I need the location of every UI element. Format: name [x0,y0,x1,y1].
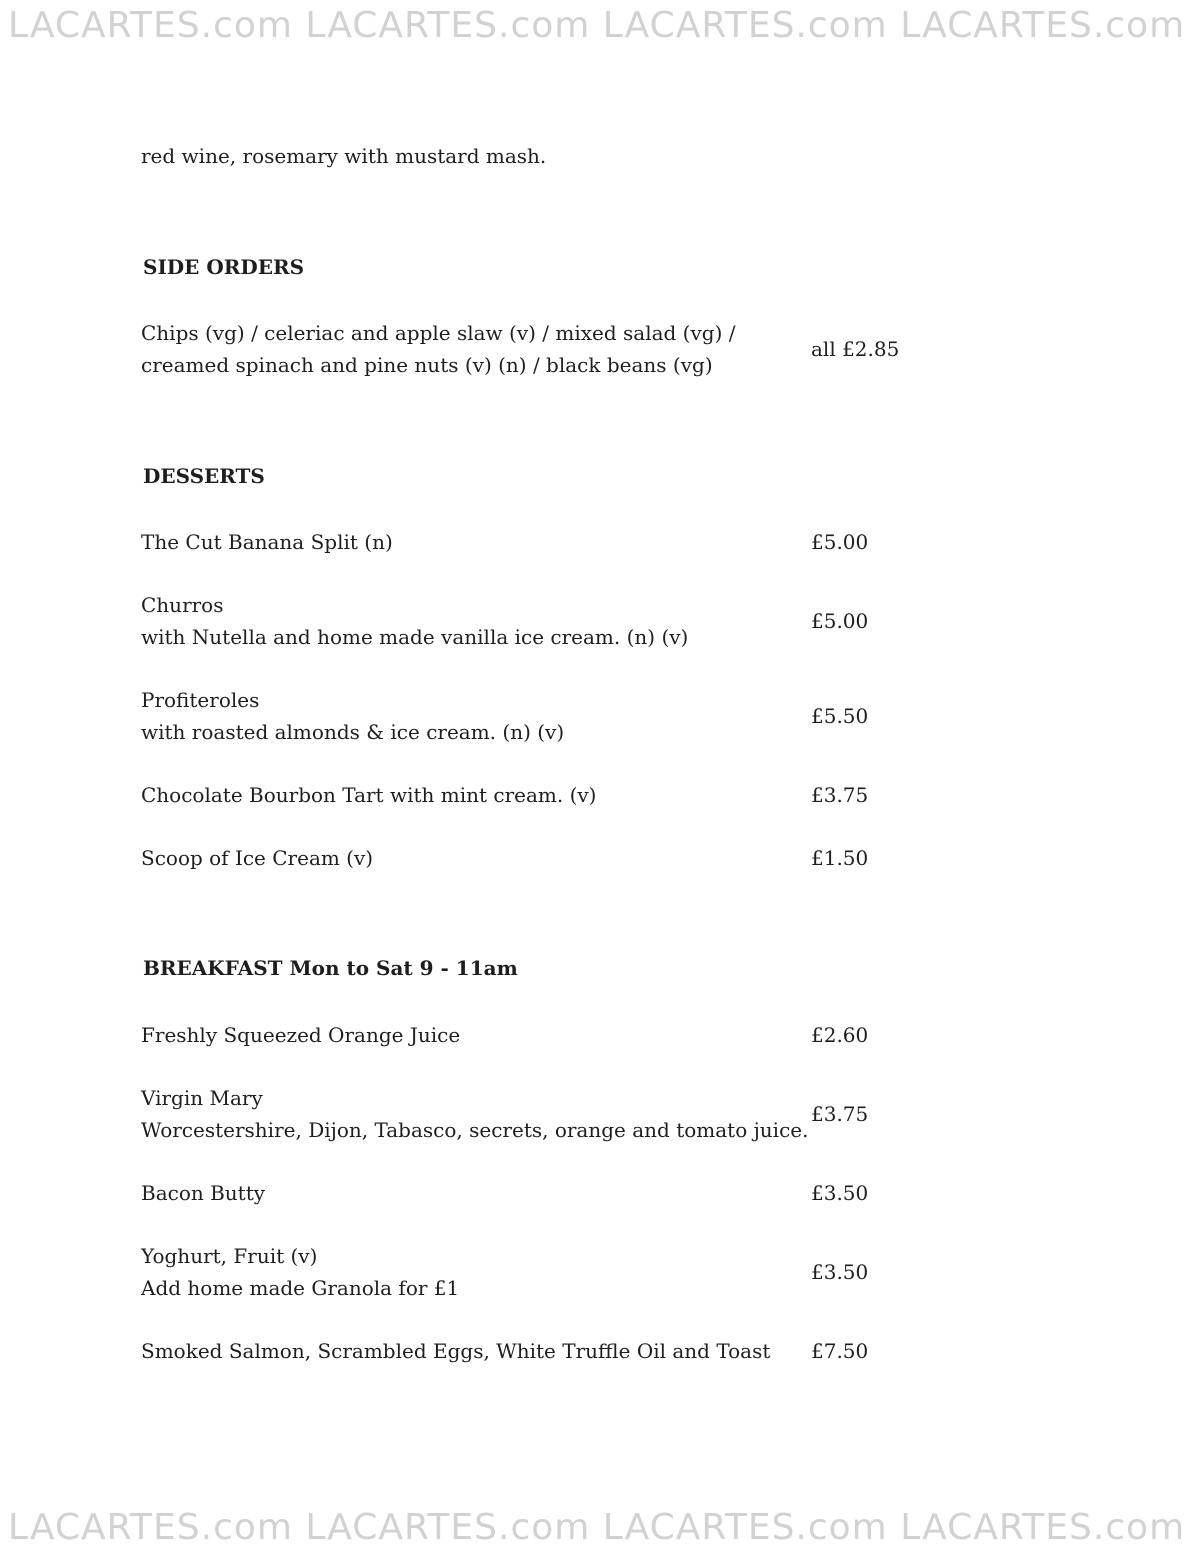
desserts-heading: DESSERTS [143,464,265,488]
breakfast-heading: BREAKFAST Mon to Sat 9 - 11am [143,956,518,980]
dessert-item-price: £1.50 [811,846,869,870]
breakfast-item-price: £3.50 [811,1260,869,1284]
dessert-item-name: Churros [141,593,224,617]
watermark-top: LACARTES.com LACARTES.com LACARTES.com LACARTES.com [8,8,1186,44]
breakfast-item-name: Freshly Squeezed Orange Juice [141,1023,461,1047]
breakfast-item-price: £7.50 [811,1339,869,1363]
watermark-bottom: LACARTES.com LACARTES.com LACARTES.com LACARTES.com [8,1510,1186,1546]
dessert-item-desc: with roasted almonds & ice cream. (n) (v) [141,720,565,744]
dessert-item-desc: with Nutella and home made vanilla ice cream. (n) (v) [141,625,689,649]
breakfast-item-price: £3.50 [811,1181,869,1205]
dessert-item-price: £5.50 [811,704,869,728]
side-orders-price: all £2.85 [811,337,900,361]
intro-line: red wine, rosemary with mustard mash. [141,144,547,168]
breakfast-item-desc: Add home made Granola for £1 [141,1276,460,1300]
dessert-item-name: The Cut Banana Split (n) [141,530,393,554]
breakfast-item-name: Virgin Mary [141,1086,263,1110]
breakfast-item-desc: Worcestershire, Dijon, Tabasco, secrets, orange and tomato juice. [141,1118,809,1142]
dessert-item-price: £5.00 [811,609,869,633]
breakfast-item-price: £3.75 [811,1102,869,1126]
dessert-item-name: Chocolate Bourbon Tart with mint cream. (v) [141,783,597,807]
breakfast-item-price: £2.60 [811,1023,869,1047]
dessert-item-price: £3.75 [811,783,869,807]
dessert-item-name: Profiteroles [141,688,260,712]
breakfast-item-name: Bacon Butty [141,1181,266,1205]
side-orders-heading: SIDE ORDERS [143,255,305,279]
side-orders-line-1: Chips (vg) / celeriac and apple slaw (v) / mixed salad (vg) / [141,321,736,345]
breakfast-item-name: Yoghurt, Fruit (v) [141,1244,318,1268]
breakfast-item-name: Smoked Salmon, Scrambled Eggs, White Truffle Oil and Toast [141,1339,771,1363]
dessert-item-name: Scoop of Ice Cream (v) [141,846,374,870]
dessert-item-price: £5.00 [811,530,869,554]
side-orders-line-2: creamed spinach and pine nuts (v) (n) / black beans (vg) [141,353,713,377]
